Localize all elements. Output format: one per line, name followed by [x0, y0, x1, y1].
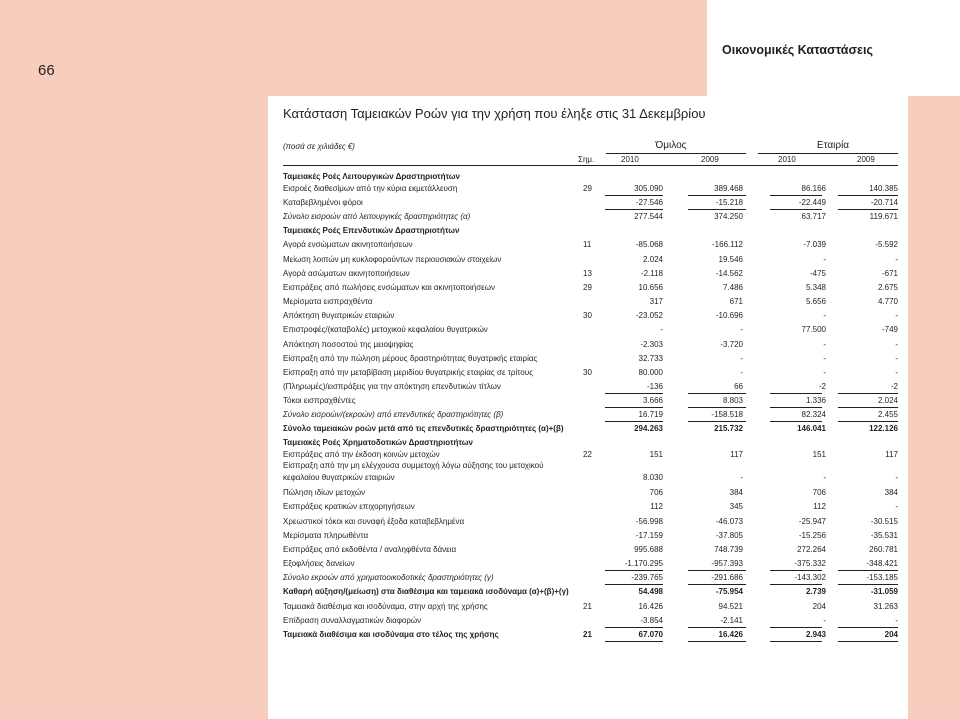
subtotal-rule — [688, 641, 746, 642]
company-2010-value: 1.336 — [805, 396, 826, 405]
col-group-2009: 2009 — [701, 155, 719, 164]
company-2009-value: -30.515 — [870, 517, 898, 526]
company-2009-value: 31.263 — [873, 602, 898, 611]
company-2010-value: 151 — [812, 450, 826, 459]
header-rule — [283, 165, 898, 166]
group-2010-value: -23.052 — [635, 311, 663, 320]
group-2010-value: -56.998 — [635, 517, 663, 526]
row-note: 11 — [583, 240, 592, 249]
subtotal-rule — [838, 584, 898, 585]
company-2010-value: - — [823, 354, 826, 363]
company-2009-value: - — [895, 255, 898, 264]
row-note: 21 — [583, 602, 592, 611]
row-note: 13 — [583, 269, 592, 278]
company-2010-value: 2.943 — [805, 630, 826, 639]
row-label: (Πληρωμές)/εισπράξεις για την απόκτηση επενδυτικών τίτλων — [283, 382, 501, 391]
subtotal-rule — [838, 195, 898, 196]
company-2009-value: 140.385 — [869, 184, 898, 193]
group-2009-value: -158.518 — [711, 410, 743, 419]
subtotal-rule — [838, 393, 898, 394]
subtotal-rule — [770, 407, 822, 408]
group-2010-value: 112 — [650, 502, 663, 511]
group-2010-value: -3.854 — [640, 616, 663, 625]
group-2010-value: -85.068 — [635, 240, 663, 249]
row-label: Είσπραξη από την μη ελέγχουσα συμμετοχή λόγω αύξησης του μετοχικού — [283, 461, 544, 470]
group-2010-value: 706 — [649, 488, 663, 497]
company-2009-value: 204 — [884, 630, 898, 639]
subtotal-rule — [770, 195, 822, 196]
row-note: 21 — [583, 630, 592, 639]
subtotal-rule — [838, 570, 898, 571]
company-2010-value: - — [823, 255, 826, 264]
row-note: 29 — [583, 184, 592, 193]
company-2010-value: 86.166 — [801, 184, 826, 193]
col-company-2009: 2009 — [857, 155, 875, 164]
row-note: 29 — [583, 283, 592, 292]
units-note: (ποσά σε χιλιάδες €) — [283, 142, 355, 151]
subtotal-rule — [838, 407, 898, 408]
group-2009-value: - — [740, 368, 743, 377]
group-2009-value: 66 — [734, 382, 743, 391]
row-label: Επιστροφές/(καταβολές) μετοχικού κεφαλαίου θυγατρικών — [283, 325, 488, 334]
company-2010-value: -25.947 — [798, 517, 826, 526]
row-label: Απόκτηση θυγατρικών εταιριών — [283, 311, 395, 320]
group-2010-value: - — [660, 325, 663, 334]
subtotal-rule — [838, 627, 898, 628]
group-2010-value: -239.765 — [631, 573, 663, 582]
subtotal-rule — [770, 209, 822, 210]
group-2010-value: 3.666 — [642, 396, 663, 405]
group-2010-value: 151 — [649, 450, 663, 459]
group-2010-value: -17.159 — [635, 531, 663, 540]
group-2010-value: 294.263 — [634, 424, 663, 433]
row-label: Εισπράξεις κρατικών επιχορηγήσεων — [283, 502, 415, 511]
company-2009-value: -749 — [881, 325, 898, 334]
company-2010-value: - — [823, 616, 826, 625]
company-2010-value: 204 — [812, 602, 826, 611]
row-note: 30 — [583, 368, 592, 377]
subtotal-rule — [688, 393, 746, 394]
company-2010-value: -475 — [809, 269, 826, 278]
row-label: Χρεωστικοί τόκοι και συναφή έξοδα καταβεβλημένα — [283, 517, 465, 526]
right-margin — [908, 96, 960, 719]
subtotal-rule — [605, 393, 663, 394]
subtotal-rule — [688, 421, 746, 422]
subtotal-rule — [688, 584, 746, 585]
company-2009-value: -5.592 — [875, 240, 898, 249]
group-2010-value: 305.090 — [634, 184, 663, 193]
company-2009-value: - — [895, 340, 898, 349]
group-2010-value: 995.688 — [634, 545, 663, 554]
company-2009-value: -348.421 — [866, 559, 898, 568]
company-2009-value: 2.455 — [877, 410, 898, 419]
row-label: Σύνολο εισροών/(εκροών) από επενδυτικές δραστηριότητες (β) — [283, 410, 504, 419]
row-label: Καθαρή αύξηση/(μείωση) στα διαθέσιμα και ταμειακά ισοδύναμα (α)+(β)+(γ) — [283, 587, 569, 596]
group-2009-value: -14.562 — [715, 269, 743, 278]
subtotal-rule — [688, 209, 746, 210]
subtotal-rule — [605, 641, 663, 642]
subtotal-rule — [605, 570, 663, 571]
subtotal-rule — [605, 584, 663, 585]
group-2009-value: -2.141 — [720, 616, 743, 625]
group-2010-value: 8.030 — [642, 473, 663, 482]
row-label: Ταμειακές Ροές Επενδυτικών Δραστηριοτήτων — [283, 226, 460, 235]
group-2010-value: -136 — [646, 382, 663, 391]
group-2009-value: 117 — [730, 450, 743, 459]
company-header-rule — [758, 153, 898, 154]
row-label: Μείωση λοιπών μη κυκλοφορούντων περιουσιακών στοιχείων — [283, 255, 502, 264]
group-2009-value: -166.112 — [712, 240, 743, 249]
subtotal-rule — [688, 407, 746, 408]
company-2009-value: 2.675 — [877, 283, 898, 292]
group-2009-value: - — [740, 354, 743, 363]
company-2010-value: 5.656 — [805, 297, 826, 306]
group-2009-value: 671 — [729, 297, 743, 306]
group-2009-value: 748.739 — [714, 545, 743, 554]
subtotal-rule — [770, 393, 822, 394]
row-label: Ταμειακές Ροές Λειτουργικών Δραστηριοτήτων — [283, 172, 461, 181]
group-2010-value: 16.426 — [638, 602, 663, 611]
company-2010-value: 146.041 — [797, 424, 826, 433]
company-2009-value: - — [895, 502, 898, 511]
company-2009-value: 4.770 — [877, 297, 898, 306]
subtotal-rule — [838, 421, 898, 422]
group-2009-value: - — [740, 473, 743, 482]
company-2009-value: - — [895, 473, 898, 482]
group-2009-value: -957.393 — [711, 559, 743, 568]
company-2010-value: - — [823, 311, 826, 320]
statement-title: Κατάσταση Ταμειακών Ροών για την χρήση που έληξε στις 31 Δεκεμβρίου — [283, 106, 706, 121]
group-2010-value: -2.118 — [640, 269, 663, 278]
group-header-rule — [606, 153, 746, 154]
group-2009-value: -75.954 — [715, 587, 743, 596]
company-2010-value: 5.348 — [805, 283, 826, 292]
company-2010-value: -22.449 — [798, 198, 826, 207]
row-label: Τόκοι εισπραχθέντες — [283, 396, 356, 405]
row-note: 30 — [583, 311, 592, 320]
col-company-2010: 2010 — [778, 155, 796, 164]
row-label: Απόκτηση ποσοστού της μειοψηφίας — [283, 340, 414, 349]
section-title: Οικονομικές Καταστάσεις — [722, 43, 873, 57]
company-2010-value: -2 — [818, 382, 826, 391]
company-2009-value: 117 — [885, 450, 898, 459]
group-2010-value: 10.656 — [638, 283, 663, 292]
row-label: Εισπράξεις από πωλήσεις ενσώματων και ακινητοποιήσεων — [283, 283, 495, 292]
row-label: Αγορά ασώματων ακινητοποιήσεων — [283, 269, 410, 278]
group-2009-value: 374.250 — [714, 212, 743, 221]
header-band — [0, 0, 707, 96]
group-2009-value: 389.468 — [714, 184, 743, 193]
group-2010-value: 67.070 — [638, 630, 663, 639]
group-2010-value: 2.024 — [642, 255, 663, 264]
group-2010-value: 54.498 — [638, 587, 663, 596]
company-2009-value: -20.714 — [870, 198, 898, 207]
subtotal-rule — [838, 641, 898, 642]
group-2009-value: -10.696 — [715, 311, 743, 320]
company-2010-value: -375.332 — [794, 559, 826, 568]
company-2010-value: 272.264 — [797, 545, 826, 554]
group-2010-value: -2.303 — [640, 340, 663, 349]
group-2009-value: 19.546 — [718, 255, 743, 264]
company-2010-value: 82.324 — [801, 410, 826, 419]
group-header: Όμιλος — [655, 140, 687, 151]
group-2010-value: -27.546 — [635, 198, 663, 207]
row-label: Μερίσματα πληρωθέντα — [283, 531, 369, 540]
row-label: Ταμειακά διαθέσιμα και ισοδύναμα, στην αρχή της χρήσης — [283, 602, 488, 611]
subtotal-rule — [605, 421, 663, 422]
row-label: Επίδραση συναλλαγματικών διαφορών — [283, 616, 422, 625]
row-label: Σύνολο εκροών από χρηματοοικοδοτικές δραστηριότητες (γ) — [283, 573, 494, 582]
group-2009-value: 16.426 — [718, 630, 743, 639]
subtotal-rule — [770, 570, 822, 571]
group-2009-value: -15.218 — [715, 198, 743, 207]
row-note: 22 — [583, 450, 592, 459]
row-label: Σύνολο ταμειακών ροών μετά από τις επενδυτικές δραστηριότητες (α)+(β) — [283, 424, 564, 433]
subtotal-rule — [605, 627, 663, 628]
subtotal-rule — [688, 570, 746, 571]
company-2009-value: 384 — [884, 488, 898, 497]
subtotal-rule — [770, 627, 822, 628]
company-2009-value: - — [895, 311, 898, 320]
subtotal-rule — [770, 421, 822, 422]
group-2009-value: -37.805 — [715, 531, 743, 540]
subtotal-rule — [605, 407, 663, 408]
left-margin — [0, 96, 268, 719]
subtotal-rule — [688, 627, 746, 628]
company-2010-value: -143.302 — [794, 573, 826, 582]
company-2010-value: 706 — [812, 488, 826, 497]
company-2010-value: 77.500 — [801, 325, 826, 334]
company-2009-value: -153.185 — [866, 573, 898, 582]
subtotal-rule — [605, 195, 663, 196]
row-label: Πώληση ιδίων μετοχών — [283, 488, 366, 497]
row-label: Είσπραξη από την πώληση μέρους δραστηριότητας θυγατρικής εταιρίας — [283, 354, 538, 363]
company-2010-value: - — [823, 473, 826, 482]
col-note-header: Σημ. — [578, 155, 595, 164]
company-2010-value: -15.256 — [798, 531, 826, 540]
row-label: Μερίσματα εισπραχθέντα — [283, 297, 373, 306]
group-2010-value: 16.719 — [638, 410, 663, 419]
group-2009-value: - — [740, 325, 743, 334]
company-2009-value: 260.781 — [869, 545, 898, 554]
row-label: Είσπραξη από την μεταβίβαση μεριδίου θυγατρικής εταιρίας σε τρίτους — [283, 368, 533, 377]
company-header: Εταιρία — [816, 140, 850, 151]
group-2009-value: 345 — [729, 502, 743, 511]
company-2010-value: 63.717 — [801, 212, 826, 221]
group-2009-value: 8.803 — [722, 396, 743, 405]
page-number: 66 — [38, 62, 55, 79]
row-label: Σύνολο εισροών από λειτουργικές δραστηριότητες (α) — [283, 212, 471, 221]
row-label: Αγορά ενσώματων ακινητοποιήσεων — [283, 240, 413, 249]
company-2009-value: 119.671 — [869, 212, 898, 221]
row-label: Ταμειακές Ροές Χρηματοδοτικών Δραστηριοτήτων — [283, 438, 473, 447]
group-2010-value: 317 — [649, 297, 663, 306]
company-2009-value: - — [895, 354, 898, 363]
row-label: Εισπράξεις από εκδοθέντα / αναληφθέντα δάνεια — [283, 545, 457, 554]
row-label: Εξοφλήσεις δανείων — [283, 559, 355, 568]
group-2009-value: 94.521 — [718, 602, 743, 611]
group-2009-value: 384 — [729, 488, 743, 497]
group-2010-value: 277.544 — [634, 212, 663, 221]
group-2009-value: -291.686 — [711, 573, 743, 582]
subtotal-rule — [688, 195, 746, 196]
company-2009-value: - — [895, 616, 898, 625]
subtotal-rule — [838, 209, 898, 210]
company-2009-value: -671 — [881, 269, 898, 278]
company-2010-value: - — [823, 340, 826, 349]
company-2009-value: -31.059 — [870, 587, 898, 596]
row-label: Καταβεβλημένοι φόροι — [283, 198, 363, 207]
company-2010-value: 2.739 — [805, 587, 826, 596]
group-2010-value: 80.000 — [638, 368, 663, 377]
group-2009-value: -46.073 — [715, 517, 743, 526]
group-2009-value: 215.732 — [714, 424, 743, 433]
company-2009-value: 122.126 — [869, 424, 898, 433]
company-2010-value: 112 — [813, 502, 826, 511]
subtotal-rule — [770, 641, 822, 642]
group-2010-value: -1.170.295 — [624, 559, 663, 568]
subtotal-rule — [605, 209, 663, 210]
company-2009-value: -35.531 — [870, 531, 898, 540]
row-label-continued: κεφαλαίου θυγατρικών εταιριών — [283, 473, 395, 482]
company-2009-value: 2.024 — [877, 396, 898, 405]
company-2009-value: - — [895, 368, 898, 377]
company-2009-value: -2 — [890, 382, 898, 391]
col-group-2010: 2010 — [621, 155, 639, 164]
row-label: Εισπράξεις από την έκδοση κοινών μετοχών — [283, 450, 440, 459]
row-label: Εισροές διαθεσίμων από την κύρια εκμετάλλευση — [283, 184, 458, 193]
group-2009-value: 7.486 — [722, 283, 743, 292]
row-label: Ταμειακά διαθέσιμα και ισοδύναμα στο τέλος της χρήσης — [283, 630, 499, 639]
subtotal-rule — [770, 584, 822, 585]
group-2010-value: 32.733 — [638, 354, 663, 363]
company-2010-value: -7.039 — [803, 240, 826, 249]
group-2009-value: -3.720 — [720, 340, 743, 349]
company-2010-value: - — [823, 368, 826, 377]
